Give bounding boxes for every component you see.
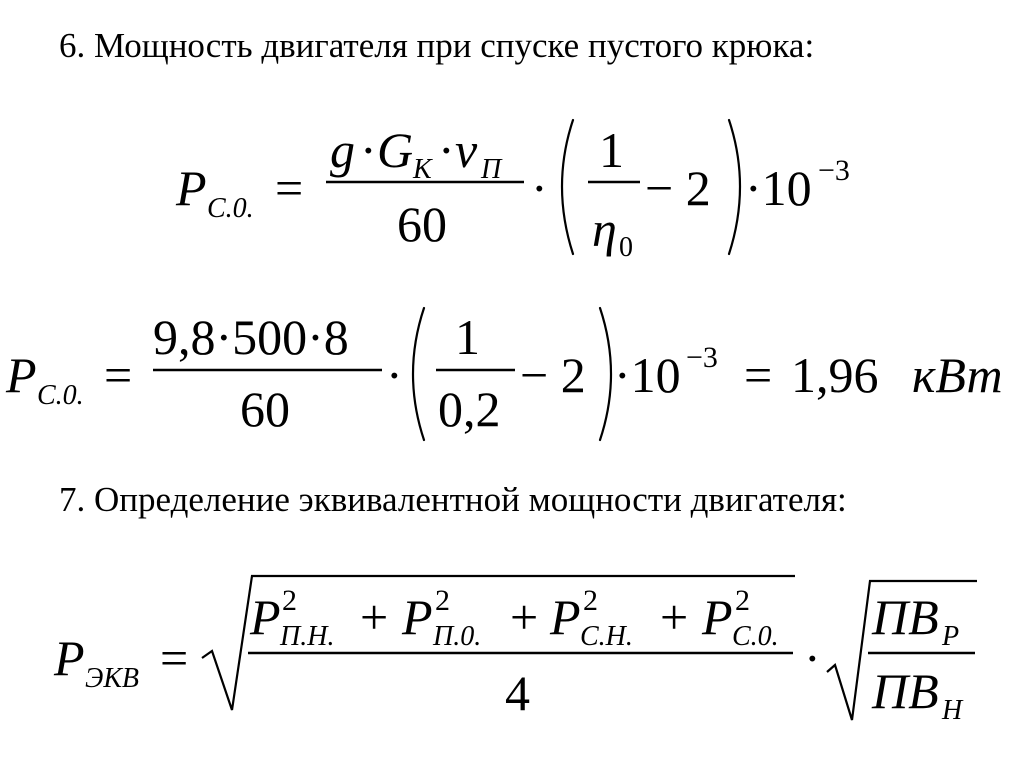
lhs-subscript: С.0.: [37, 380, 84, 411]
term-superscript: 2: [282, 584, 297, 617]
term-symbol: P: [702, 589, 733, 645]
multiply-dot: ·: [804, 630, 821, 686]
ratio-denominator: ПВ: [872, 663, 939, 719]
ratio-numerator: ПВ: [872, 589, 939, 645]
power-base: ·10: [614, 347, 681, 403]
numerator-G: G: [377, 122, 414, 178]
main-denominator: 4: [505, 665, 530, 721]
numerator-g: g: [330, 122, 355, 178]
inner-denominator-subscript: 0: [619, 232, 633, 263]
term-p-pn: [249, 584, 334, 652]
result-value: 1,96: [791, 347, 879, 403]
term-symbol: P: [550, 589, 581, 645]
ratio-denominator-subscript: Н: [942, 695, 963, 726]
power-exponent: −3: [686, 341, 718, 374]
term-subscript: П.0.: [433, 621, 482, 652]
power-base: ·10: [745, 160, 812, 216]
numerator: 9,8·500·8: [153, 309, 349, 365]
lhs-subscript: С.0.: [207, 193, 254, 224]
inner-denominator: 0,2: [438, 381, 501, 437]
term-superscript: 2: [435, 584, 450, 617]
term-p-p0: [401, 584, 481, 652]
term-subscript: С.Н.: [580, 621, 633, 652]
equals-sign: =: [104, 347, 133, 403]
equals-sign-2: =: [744, 347, 773, 403]
term-superscript: 2: [583, 584, 598, 617]
main-denominator: 60: [240, 381, 290, 437]
power-exponent: −3: [818, 154, 850, 187]
numerator-v-subscript: П: [481, 154, 502, 185]
numerator-dot-1: ·: [360, 122, 377, 178]
numerator-G-subscript: K: [413, 154, 432, 185]
minus-two: − 2: [645, 160, 711, 216]
term-p-cn: [549, 584, 633, 652]
inner-numerator: 1: [599, 122, 624, 178]
lhs-symbol: P: [176, 160, 207, 216]
numerator-dot-2: ·: [438, 122, 455, 178]
main-denominator: 60: [397, 196, 447, 252]
term-symbol: P: [402, 589, 433, 645]
term-superscript: 2: [735, 584, 750, 617]
equals-sign: =: [160, 630, 189, 686]
plus-sign-1: +: [360, 589, 389, 645]
section-7-heading: 7. Определение эквивалентной мощности двигателя:: [59, 480, 847, 519]
section-6-heading: 6. Мощность двигателя при спуске пустого крюка:: [59, 26, 815, 65]
numerator-v: v: [455, 122, 478, 178]
result-unit: кВт: [912, 347, 1003, 403]
lhs-symbol: P: [54, 630, 85, 686]
lhs-subscript: ЭКВ: [85, 663, 140, 694]
plus-sign-3: +: [660, 589, 689, 645]
equals-sign: =: [275, 160, 304, 216]
ratio-numerator-subscript: Р: [942, 621, 960, 652]
term-subscript: С.0.: [732, 621, 779, 652]
term-p-c0: [701, 584, 779, 652]
term-symbol: P: [250, 589, 281, 645]
minus-two: − 2: [520, 347, 586, 403]
inner-numerator: 1: [455, 309, 480, 365]
multiply-dot: ·: [531, 160, 548, 216]
lhs-symbol: P: [6, 347, 37, 403]
plus-sign-2: +: [510, 589, 539, 645]
inner-denominator-eta: η: [592, 201, 617, 257]
multiply-dot: ·: [386, 347, 403, 403]
term-subscript: П.Н.: [280, 621, 335, 652]
